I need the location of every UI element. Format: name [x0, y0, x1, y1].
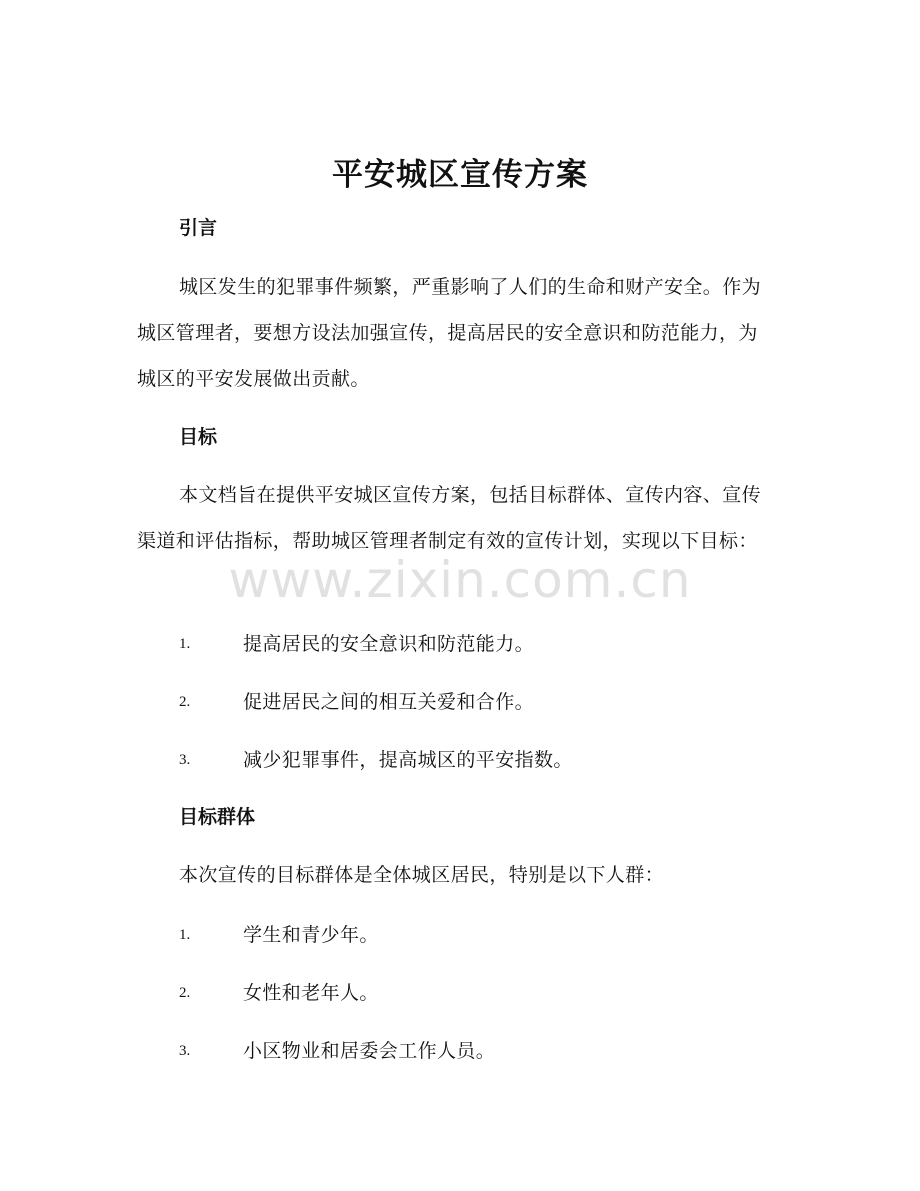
- list-number: 1.: [179, 927, 191, 943]
- section-heading-intro: 引言: [179, 217, 218, 239]
- audience-list-item: [179, 978, 779, 1008]
- list-text: 学生和青少年。: [243, 924, 379, 946]
- watermark: www.zixin.com.cn: [228, 551, 692, 609]
- list-number: 3.: [179, 1043, 191, 1059]
- list-number: 2.: [179, 985, 191, 1001]
- list-text: 小区物业和居委会工作人员。: [243, 1040, 496, 1062]
- audience-list-item: [179, 920, 779, 950]
- list-text: 减少犯罪事件，提高城区的平安指数。: [243, 749, 573, 771]
- section-heading-audience: 目标群体: [179, 806, 256, 828]
- list-text: 提高居民的安全意识和防范能力。: [243, 633, 535, 655]
- goals-paragraph: 本文档旨在提供平安城区宣传方案，包括目标群体、宣传内容、宣传渠道和评估指标，帮助城区管理者制定有效的宣传计划，实现以下目标：: [137, 484, 762, 552]
- section-heading-goals: 目标: [179, 426, 218, 448]
- list-text: 女性和老年人。: [243, 982, 379, 1004]
- list-number: 3.: [179, 752, 191, 768]
- audience-list-item: [179, 1036, 779, 1066]
- document-title: 平安城区宣传方案: [332, 157, 588, 193]
- list-text: 促进居民之间的相互关爱和合作。: [243, 691, 535, 713]
- goals-list-item: [179, 687, 779, 717]
- list-number: 1.: [179, 636, 191, 652]
- list-number: 2.: [179, 694, 191, 710]
- goals-list-item: [179, 629, 779, 659]
- intro-paragraph: 城区发生的犯罪事件频繁，严重影响了人们的生命和财产安全。作为城区管理者，要想方设法加强宣传，提高居民的安全意识和防范能力，为城区的平安发展做出贡献。: [137, 276, 762, 390]
- audience-paragraph: 本次宣传的目标群体是全体城区居民，特别是以下人群：: [179, 864, 665, 886]
- goals-list-item: [179, 745, 779, 775]
